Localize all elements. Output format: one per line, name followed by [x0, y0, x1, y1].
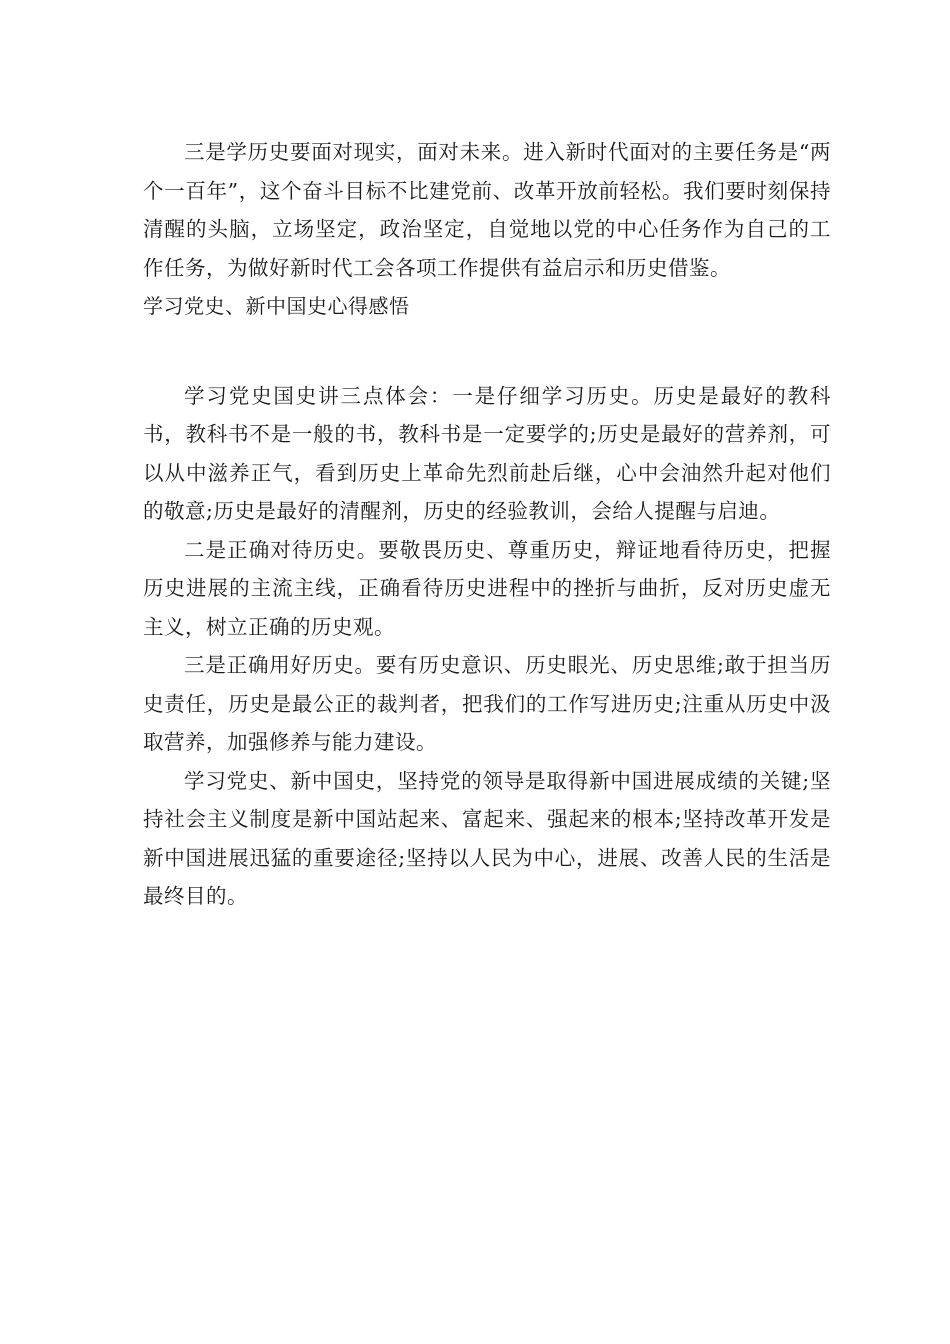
paragraph-4: 三是正确用好历史。要有历史意识、历史眼光、历史思维;敢于担当历史责任，历史是最公正的裁判者，把我们的工作写进历史;注重从历史中汲取营养，加强修养与能力建设。	[143, 653, 831, 754]
section-heading: 学习党史、新中国史心得感悟	[143, 294, 410, 318]
paragraph-1: 三是学历史要面对现实，面对未来。进入新时代面对的主要任务是“两个一百年”，这个奋斗目标不比建党前、改革开放前轻松。我们要时刻保持清醒的头脑，立场坚定，政治坚定，自觉地以党的中心任务作为自己的工作任务，为做好新时代工会各项工作提供有益启示和历史借鉴。	[143, 140, 831, 280]
document-body	[143, 133, 831, 916]
paragraph-3: 二是正确对待历史。要敬畏历史、尊重历史，辩证地看待历史，把握历史进展的主流主线，正确看待历史进程中的挫折与曲折，反对历史虚无主义，树立正确的历史观。	[143, 537, 831, 639]
paragraph-5: 学习党史、新中国史，坚持党的领导是取得新中国进展成绩的关键;坚持社会主义制度是新中国站起来、富起来、强起来的根本;坚持改革开发是新中国进展迅猛的重要途径;坚持以人民为中心，进展、改善人民的生活是最终目的。	[143, 768, 831, 908]
blank-line	[143, 326, 831, 377]
paragraph-2: 学习党史国史讲三点体会：一是仔细学习历史。历史是最好的教科书，教科书不是一般的书，教科书是一定要学的;历史是最好的营养剂，可以从中滋养正气，看到历史上革命先烈前赴后继，心中会油然升起对他们的敬意;历史是最好的清醒剂，历史的经验教训，会给人提醒与启迪。	[143, 383, 831, 523]
